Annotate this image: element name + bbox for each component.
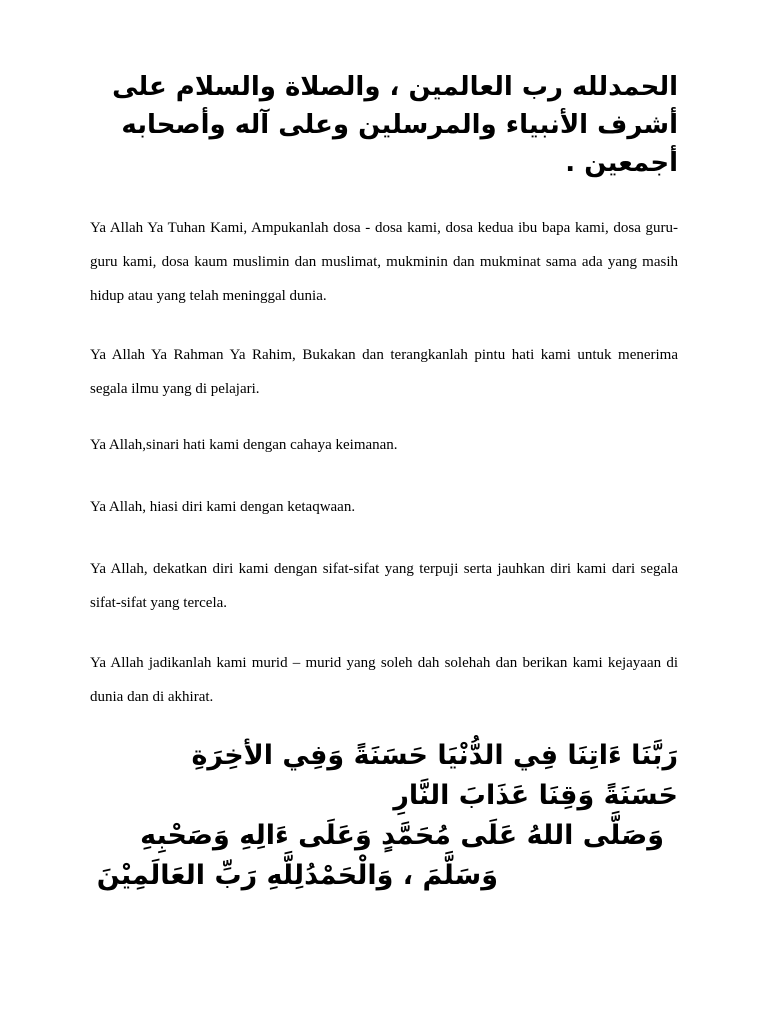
prayer-paragraph-piety: Ya Allah, hiasi diri kami dengan ketaqwaan. (90, 499, 356, 515)
closing-line-1: رَبَّنَا ءَاتِنَا فِي الدُّنْيَا حَسَنَةً وَفِي الأخِرَةِ (191, 740, 678, 771)
prayer-paragraph-forgiveness: Ya Allah Ya Tuhan Kami, Ampukanlah dosa - dosa kami, dosa kedua ibu bapa kami, dosa guru-guru kami, dosa kaum muslimin dan muslimat, mukminin dan mukminat sama ada yang masih hidup atau yang telah meninggal dunia. (90, 220, 678, 304)
closing-line-2: حَسَنَةً وَقِنَا عَذَابَ النَّارِ (393, 780, 678, 811)
prayer-paragraph-character: Ya Allah, dekatkan diri kami dengan sifat-sifat yang terpuji serta jauhkan diri kami dari segala sifat-sifat yang tercela. (90, 561, 678, 611)
document-page (90, 0, 678, 1024)
arabic-closing-prayer (90, 736, 678, 896)
closing-line-3: وَصَلَّى اللهُ عَلَى مُحَمَّدٍ وَعَلَى ءَالِهِ وَصَحْبِهِ (140, 820, 664, 851)
prayer-paragraph-faith: Ya Allah,sinari hati kami dengan cahaya keimanan. (90, 437, 398, 453)
closing-line-4: وَسَلَّمَ ، وَالْحَمْدُلِلَّهِ رَبِّ العَالَمِيْنَ (96, 860, 498, 891)
arabic-opening-praise: الحمدلله رب العالمين ، والصلاة والسلام على أشرف الأنبياء والمرسلين وعلى آله وأصحابه أجمعين . (112, 72, 678, 178)
prayer-paragraph-knowledge: Ya Allah Ya Rahman Ya Rahim, Bukakan dan terangkanlah pintu hati kami untuk menerima segala ilmu yang di pelajari. (90, 347, 678, 397)
prayer-paragraph-success: Ya Allah jadikanlah kami murid – murid yang soleh dah solehah dan berikan kami kejayaan di dunia dan di akhirat. (90, 655, 678, 705)
